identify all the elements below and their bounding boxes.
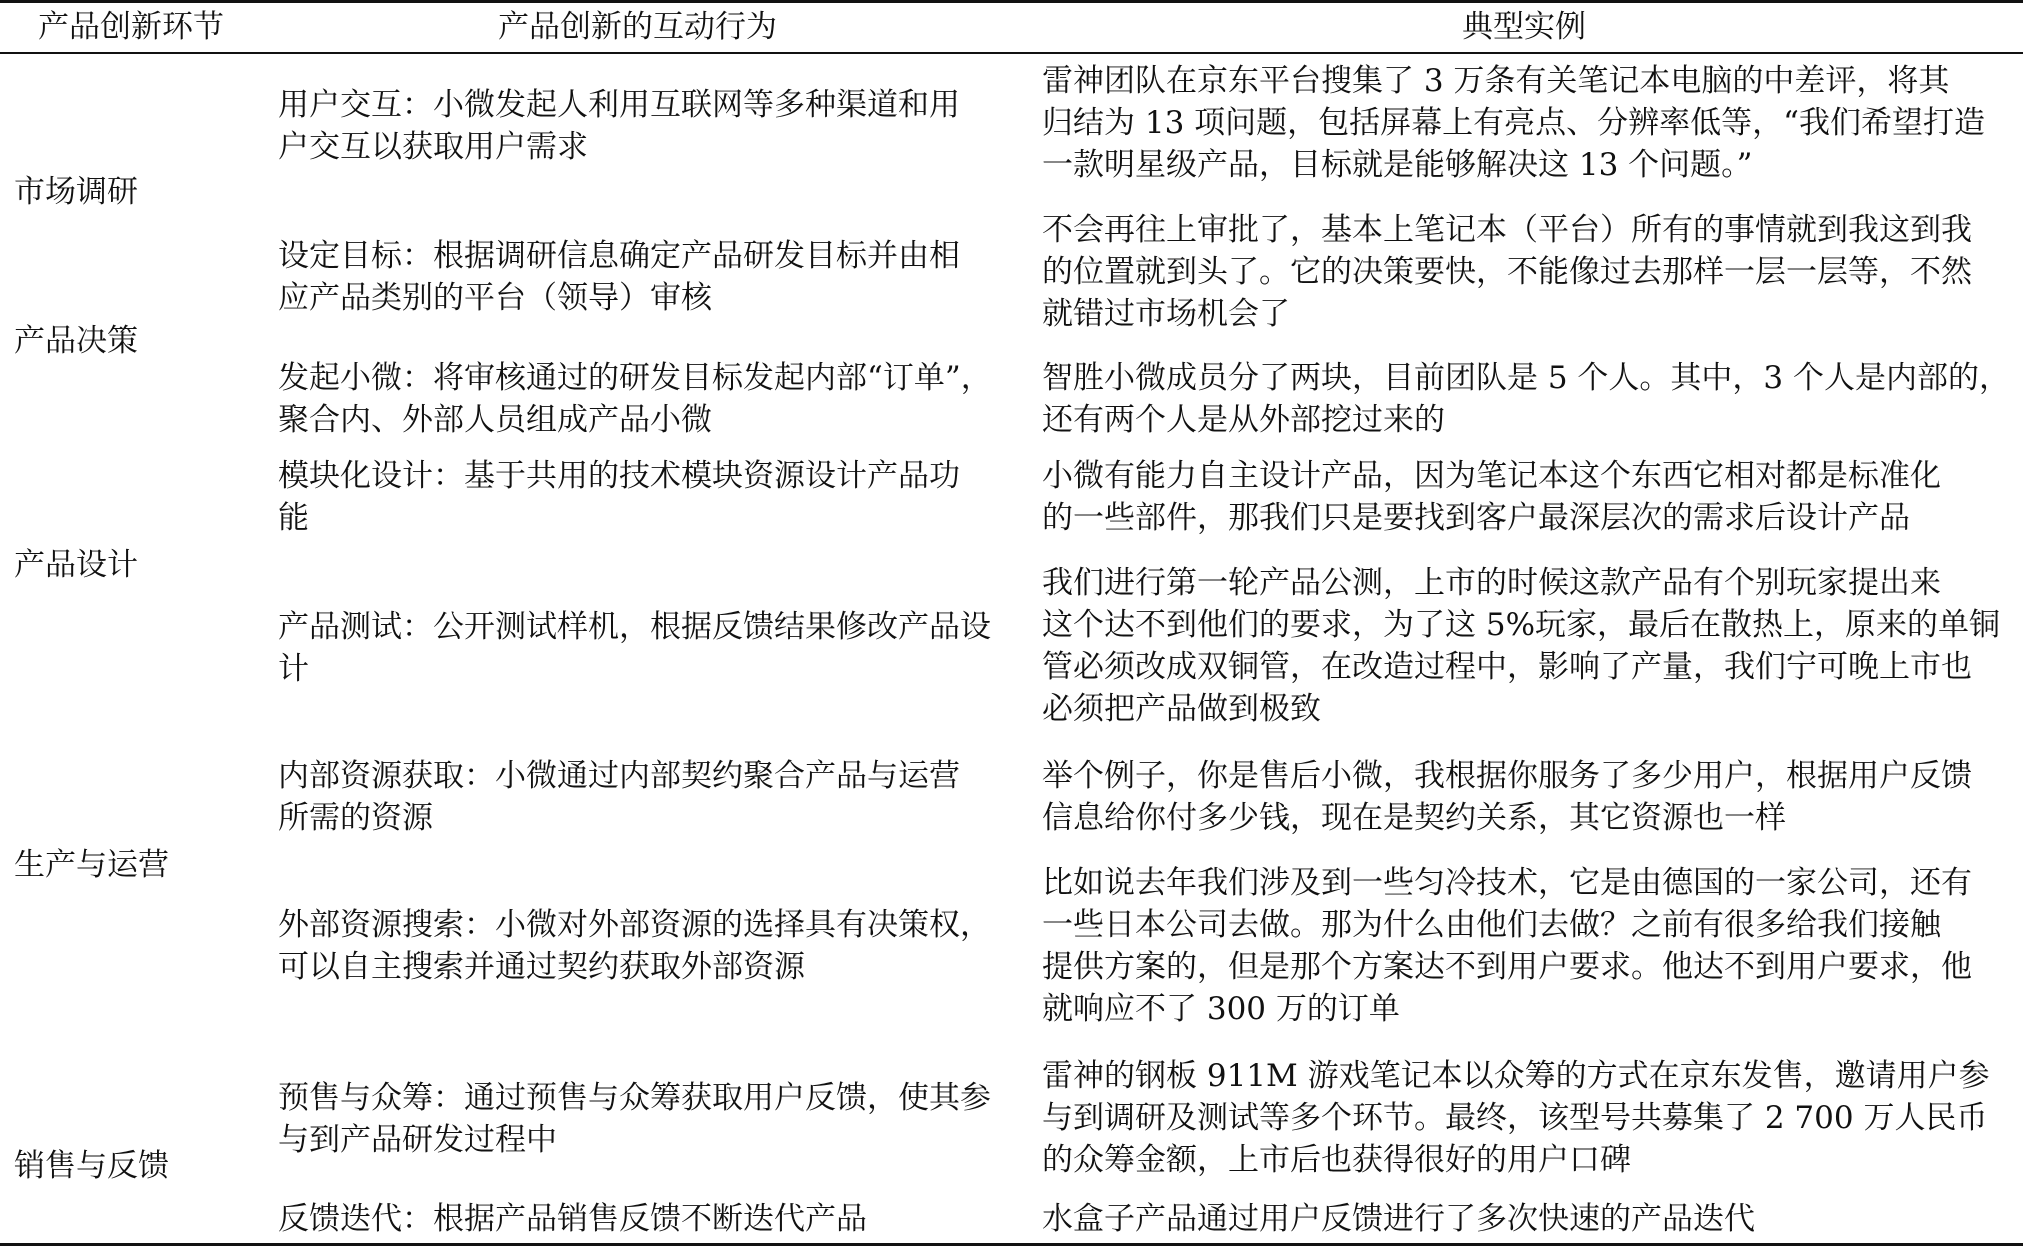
behavior-feedback-iteration: 反馈迭代：根据产品销售反馈不断迭代产品 [278,1201,867,1237]
example-presale-crowdfunding: 雷神的钢板 911M 游戏笔记本以众筹的方式在京东发售，邀请用户参 与到调研及测试等多个环节。最终，该型号共募集了 2 700 万人民币 的众筹金额，上市后也获得很好的用户口碑 [1042,1058,1990,1178]
behavior-user-interaction: 用户交互：小微发起人利用互联网等多种渠道和用 户交互以获取用户需求 [278,87,960,165]
example-internal-resources: 举个例子，你是售后小微，我根据你服务了多少用户，根据用户反馈 信息给你付多少钱，现在是契约关系，其它资源也一样 [1042,758,1972,836]
table-top-rule [0,0,2023,3]
behavior-internal-resources: 内部资源获取：小微通过内部契约聚合产品与运营 所需的资源 [278,758,960,836]
stage-product-design: 产品设计 [14,547,138,583]
stage-market-research: 市场调研 [14,174,138,210]
example-launch-microteam: 智胜小微成员分了两块，目前团队是 5 个人。其中，3 个人是内部的， 还有两个人是从外部挖过来的 [1042,360,2011,438]
behavior-launch-microteam: 发起小微：将审核通过的研发目标发起内部“订单”， 聚合内、外部人员组成产品小微 [278,360,992,438]
behavior-set-goal: 设定目标：根据调研信息确定产品研发目标并由相 应产品类别的平台（领导）审核 [278,238,960,316]
behavior-product-testing: 产品测试：公开测试样机，根据反馈结果修改产品设 计 [278,609,991,687]
header-stage: 产品创新环节 [38,9,224,45]
header-behavior: 产品创新的互动行为 [498,9,777,45]
example-product-testing: 我们进行第一轮产品公测，上市的时候这款产品有个别玩家提出来 这个达不到他们的要求，为了这 5%玩家，最后在散热上，原来的单铜 管必须改成双铜管，在改造过程中，影响了产量，我们宁可晚上市也 必须把产品做到极致 [1042,565,2001,727]
stage-sales-feedback: 销售与反馈 [14,1148,169,1184]
stage-product-decision: 产品决策 [14,323,138,359]
example-feedback-iteration: 水盒子产品通过用户反馈进行了多次快速的产品迭代 [1042,1201,1755,1237]
table-header-rule [0,52,2023,54]
example-external-resources: 比如说去年我们涉及到一些匀冷技术，它是由德国的一家公司，还有 一些日本公司去做。那为什么由他们去做？之前有很多给我们接触 提供方案的，但是那个方案达不到用户要求。他达不到用户要求，他 就响应不了 300 万的订单 [1042,865,1972,1027]
behavior-presale-crowdfunding: 预售与众筹：通过预售与众筹获取用户反馈，使其参 与到产品研发过程中 [278,1080,991,1158]
stage-production-operation: 生产与运营 [14,847,169,883]
example-set-goal: 不会再往上审批了，基本上笔记本（平台）所有的事情就到我这到我 的位置就到头了。它的决策要快，不能像过去那样一层一层等，不然 就错过市场机会了 [1042,212,1972,332]
behavior-external-resources: 外部资源搜索：小微对外部资源的选择具有决策权， 可以自主搜索并通过契约获取外部资源 [278,907,991,985]
table-bottom-rule [0,1243,2023,1246]
behavior-modular-design: 模块化设计：基于共用的技术模块资源设计产品功 能 [278,458,960,536]
example-modular-design: 小微有能力自主设计产品，因为笔记本这个东西它相对都是标准化 的一些部件，那我们只是要找到客户最深层次的需求后设计产品 [1042,458,1941,536]
header-example: 典型实例 [1462,9,1586,45]
example-user-interaction: 雷神团队在京东平台搜集了 3 万条有关笔记本电脑的中差评，将其 归结为 13 项问题，包括屏幕上有亮点、分辨率低等，“我们希望打造 一款明星级产品，目标就是能够解决这 13 个问题。” [1042,63,1985,183]
